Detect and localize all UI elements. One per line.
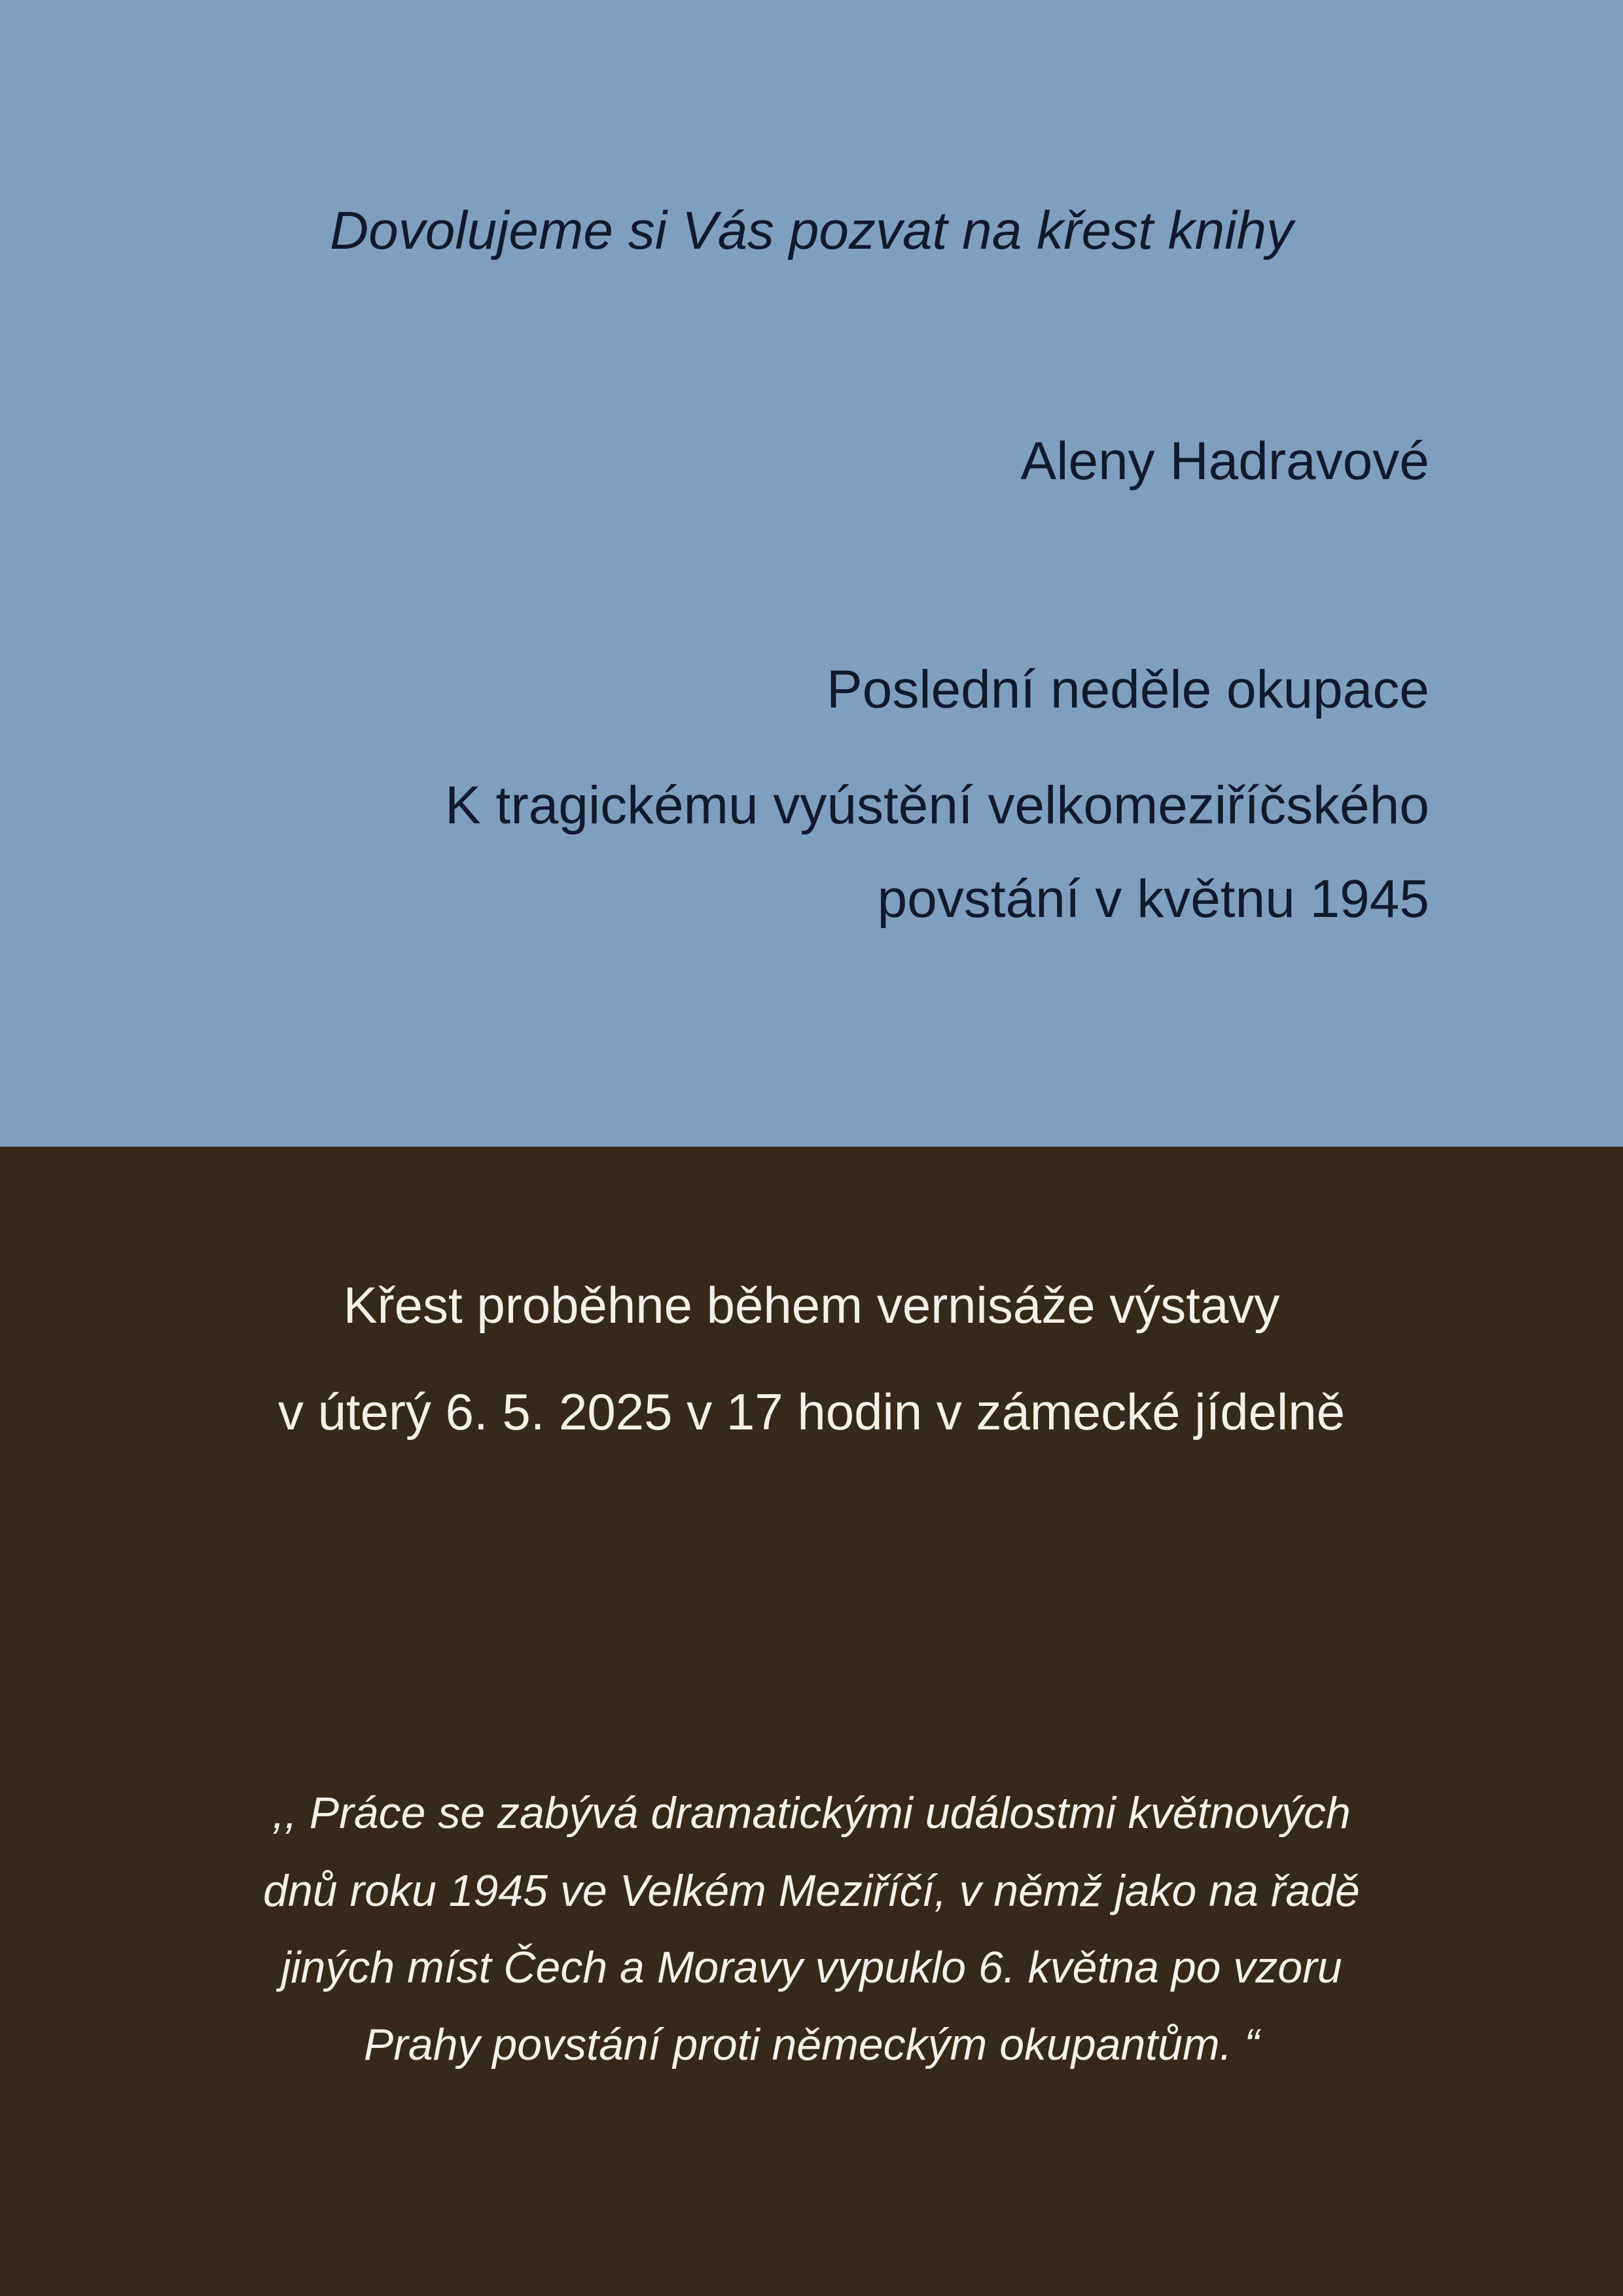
- quote-line: jiných míst Čech a Moravy vypuklo 6. května po vzoru: [281, 1943, 1342, 1992]
- quote-line: Prahy povstání proti německým okupantům. “: [363, 2020, 1260, 2070]
- quote-line: dnů roku 1945 ve Velkém Meziříčí, v němž jako na řadě: [263, 1866, 1360, 1916]
- event-description: Křest proběhne během vernisáže výstavy: [343, 1276, 1280, 1334]
- invitation-intro: Dovolujeme si Vás pozvat na křest knihy: [329, 201, 1294, 260]
- book-subtitle-line-2: povstání v květnu 1945: [877, 869, 1429, 929]
- author-name: Aleny Hadravové: [1020, 431, 1429, 491]
- event-date-time-place: v úterý 6. 5. 2025 v 17 hodin v zámecké jídelně: [277, 1383, 1346, 1441]
- invitation-header-panel: [0, 0, 1623, 1147]
- book-title: Poslední neděle okupace: [827, 660, 1429, 719]
- quote-line: ,, Práce se zabývá dramatickými událostmi květnových: [272, 1788, 1351, 1838]
- book-subtitle-line-1: K tragickému vyústění velkomeziříčského: [445, 776, 1429, 835]
